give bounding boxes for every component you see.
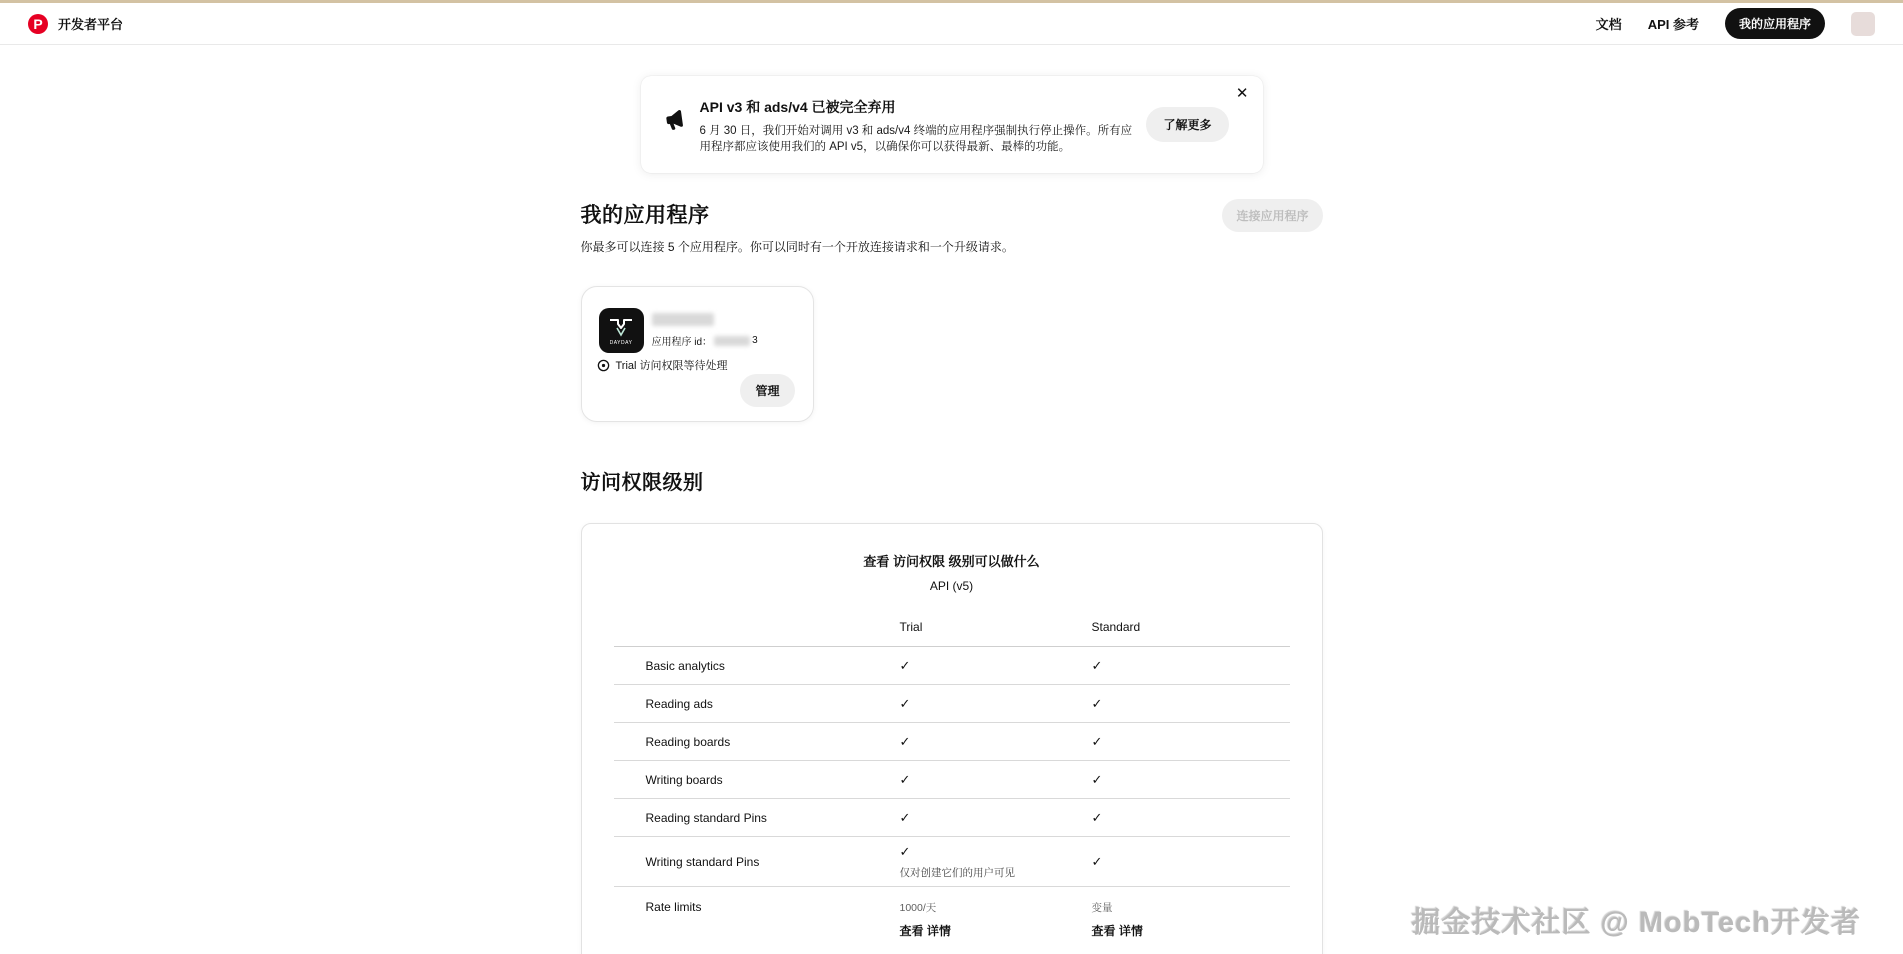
feature-label: Writing boards — [645, 772, 723, 787]
trial-cell — [900, 733, 1092, 751]
access-table-row — [614, 723, 1290, 761]
page-title: 我的应用程序 — [580, 204, 710, 227]
cell-note: 仅对创建它们的用户可见 — [899, 867, 1015, 879]
app-icon-label: DAYDAY — [609, 340, 633, 346]
topbar-right — [1596, 8, 1875, 39]
checkmark-icon: ✓ — [1091, 657, 1103, 673]
trial-cell — [900, 695, 1092, 713]
app-id-row — [652, 333, 758, 348]
checkmark-icon: ✓ — [1091, 809, 1103, 825]
access-table-row — [614, 647, 1290, 685]
app-id-label: 应用程序 id： — [651, 337, 713, 348]
feature-label: Reading ads — [645, 696, 713, 711]
standard-cell — [1092, 695, 1290, 713]
trial-cell — [900, 771, 1092, 789]
megaphone-icon — [662, 106, 692, 140]
standard-cell — [1092, 657, 1290, 675]
app-id-suffix: 3 — [752, 335, 758, 346]
learn-more-button[interactable]: 了解更多 — [1146, 107, 1228, 142]
column-header-standard: Standard — [1091, 620, 1141, 634]
checkmark-icon: ✓ — [899, 844, 911, 859]
my-apps-section-header — [581, 199, 1323, 255]
app-status — [597, 357, 728, 373]
feature-label: Reading boards — [645, 734, 731, 749]
connect-app-button-disabled[interactable]: 连接应用程序 — [1222, 199, 1322, 232]
banner-body: 6 月 30 日，我们开始对调用 v3 和 ads/v4 终端的应用程序强制执行停止操作。所有应用程序都应该使用我们的 API v5，以确保你可以获得最新、最棒的功能。 — [699, 125, 1133, 153]
checkmark-icon: ✓ — [899, 695, 911, 711]
feature-label: Basic analytics — [645, 658, 725, 673]
trial-cell — [900, 809, 1092, 827]
see-details-link[interactable]: 查看 详情 — [1091, 924, 1143, 938]
access-table-row — [614, 761, 1290, 799]
app-card — [581, 286, 814, 422]
table-title: 查看 访问权限 级别可以做什么 — [863, 554, 1040, 569]
standard-cell — [1092, 900, 1290, 939]
table-subtitle: API (v5) — [929, 579, 974, 593]
app-status-text: Trial 访问权限等待处理 — [615, 360, 728, 372]
user-avatar[interactable] — [1851, 12, 1875, 36]
manage-button[interactable]: 管理 — [740, 374, 794, 407]
standard-cell — [1092, 733, 1290, 751]
trial-cell — [900, 900, 1092, 939]
nav-api-reference[interactable]: API 参考 — [1647, 17, 1699, 32]
app-logo-icon — [599, 308, 644, 353]
deprecation-banner — [641, 76, 1263, 173]
rate-limit-value: 1000/天 — [899, 902, 937, 914]
standard-cell — [1092, 853, 1290, 871]
checkmark-icon: ✓ — [899, 657, 911, 673]
standard-cell — [1092, 771, 1290, 789]
access-table-row — [614, 837, 1290, 887]
app-name-redacted — [652, 313, 714, 326]
access-levels-title: 访问权限级别 — [580, 472, 704, 494]
main-content — [581, 199, 1323, 954]
checkmark-icon: ✓ — [899, 733, 911, 749]
access-table-row — [614, 799, 1290, 837]
feature-label: Rate limits — [645, 900, 702, 914]
app-id-redacted — [714, 336, 750, 346]
feature-label: Writing standard Pins — [645, 854, 760, 869]
table-body — [614, 647, 1290, 954]
table-header-row — [614, 620, 1290, 647]
watermark-text: 掘金技术社区 @ MobTech开发者 — [1411, 907, 1861, 939]
checkmark-icon: ✓ — [1091, 733, 1103, 749]
see-details-link[interactable]: 查看 详情 — [899, 924, 951, 938]
top-navigation-bar — [0, 3, 1903, 45]
standard-cell — [1092, 809, 1290, 827]
column-header-trial: Trial — [899, 620, 923, 634]
checkmark-icon: ✓ — [1091, 853, 1103, 869]
rate-limit-value: 变量 — [1091, 902, 1113, 914]
banner-title: API v3 和 ads/v4 已被完全弃用 — [699, 99, 896, 115]
my-apps-subtitle: 你最多可以连接 5 个应用程序。你可以同时有一个开放连接请求和一个升级请求。 — [580, 240, 1014, 254]
nav-docs[interactable]: 文档 — [1595, 17, 1622, 32]
close-icon[interactable]: ✕ — [1235, 85, 1249, 102]
trial-cell — [900, 657, 1092, 675]
trial-cell — [900, 843, 1092, 880]
checkmark-icon: ✓ — [1091, 771, 1103, 787]
pinterest-logo-icon[interactable]: P — [28, 14, 48, 34]
checkmark-icon: ✓ — [899, 771, 911, 787]
access-table-row — [614, 685, 1290, 723]
checkmark-icon: ✓ — [899, 809, 911, 825]
my-apps-button[interactable]: 我的应用程序 — [1725, 8, 1825, 39]
pending-clock-icon — [597, 359, 610, 372]
access-table-row — [614, 887, 1290, 954]
checkmark-icon: ✓ — [1091, 695, 1103, 711]
feature-label: Reading standard Pins — [645, 810, 767, 825]
access-levels-table-card — [581, 523, 1323, 954]
brand-title[interactable]: 开发者平台 — [58, 17, 124, 32]
